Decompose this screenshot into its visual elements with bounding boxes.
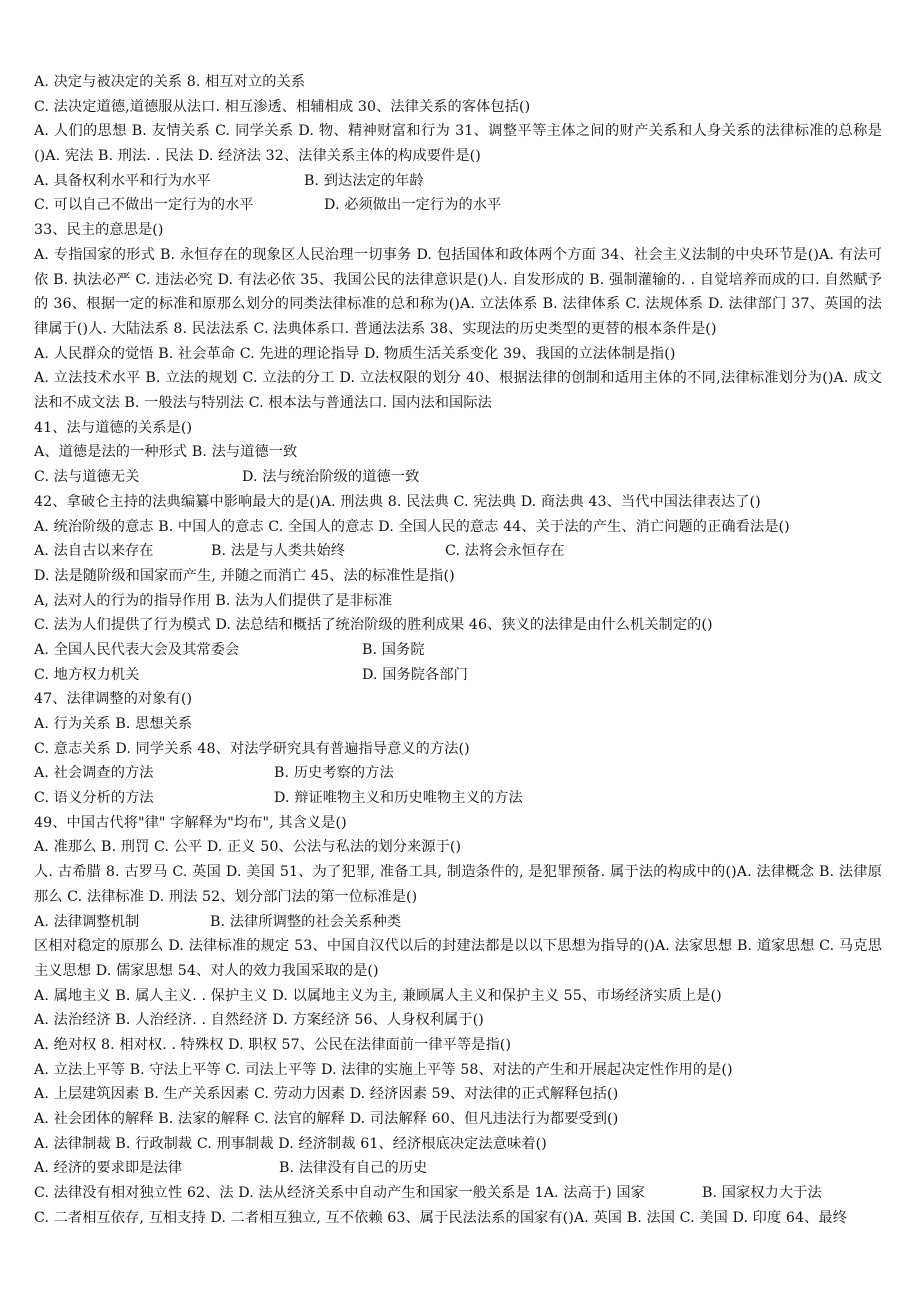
option-a: A. 全国人民代表大会及其常委会 (34, 641, 240, 658)
option-b: B. 法律所调整的社会关系种类 (210, 913, 402, 930)
text-line: 49、中国古代将"律" 字解释为"均布", 其含义是() (34, 814, 347, 831)
text-line: A. 法律制裁 B. 行政制裁 C. 刑事制裁 D. 经济制裁 61、经济根底决定法意味着() (34, 1135, 547, 1152)
option-b: B. 法是与人类共始终 (211, 543, 346, 560)
option-a: A. 法自古以来存在 (34, 543, 154, 560)
text-paragraph: 人. 古希腊 8. 古罗马 C. 英国 D. 美国 51、为了犯罪, 准备工具, 制造条件的, 是犯罪预备. 属于法的构成中的()A. 法律概念 B. 法律原那么 C. 法律标准 D. 刑法 52、划分部门法的第一位标准是() (34, 864, 882, 905)
text-line: A. 立法上平等 B. 守法上平等 C. 司法上平等 D. 法律的实施上平等 58、对法的产生和开展起决定性作用的是() (34, 1061, 733, 1078)
text-line: A. 社会团体的解释 B. 法家的解释 C. 法官的解释 D. 司法解释 60、但凡违法行为都要受到() (34, 1111, 619, 1128)
text-line (34, 910, 882, 935)
text-line: 41、法与道德的关系是() (34, 419, 193, 436)
text-paragraph: A. 立法技术水平 B. 立法的规划 C. 立法的分工 D. 立法权限的划分 40、根据法律的创制和适用主体的不同,法律标准划分为()A. 成文法和不成文法 B. 一般法与特别法 C. 根本法与普通法口. 国内法和国际法 (34, 370, 882, 412)
text-line: C. 法为人们提供了行为模式 D. 法总结和概括了统治阶级的胜利成果 46、狭义的法律是由什么机关制定的() (34, 617, 713, 634)
text-line: D. 法是随阶级和国家而产生, 并随之而消亡 45、法的标准性是指() (34, 567, 455, 584)
text-line: 47、法律调整的对象有() (34, 691, 193, 708)
text-line (34, 169, 882, 194)
text-line (34, 465, 882, 490)
text-line: 33、民主的意思是() (34, 222, 164, 239)
option-d: D. 法与统治阶级的道德一致 (242, 469, 420, 486)
option-b: B. 到达法定的年龄 (304, 172, 424, 189)
option-a: A. 社会调查的方法 (34, 765, 154, 782)
text-line (34, 1181, 882, 1206)
text-line (34, 539, 882, 564)
option-a: A. 法律调整机制 (34, 913, 140, 930)
text-line: A、道德是法的一种形式 B. 法与道德一致 (34, 444, 298, 461)
text-line: 42、拿破仑主持的法典编纂中影响最大的是()A. 刑法典 8. 民法典 C. 宪法典 D. 商法典 43、当代中国法律表达了() (34, 493, 761, 510)
text-paragraph: A. 专指国家的形式 B. 永恒存在的现象区人民治理一切事务 D. 包括国体和政体两个方面 34、社会主义法制的中央环节是()A. 有法可依 B. 执法必严 C. 违法必究 D. 有法必依 35、我国公民的法律意识是()人. 自发形成的 B. 强制灌输的. . 自觉培养而成的口. 自然赋予的 36、根据一定的标准和原那么划分的同类法律标准的总和称为()A. 立法体系 B. 法律体系 C. 法规体系 D. 法律部门 37、英国的法律属于()人. 大陆法系 8. 民法法系 C. 法典体系口. 普通法法系 38、实现法的历史类型的更替的根本条件是() (34, 246, 882, 337)
option-c: C. 法律没有相对独立性 62、法 D. 法从经济关系中自动产生和国家一般关系是 1A. 法高于) 国家 (34, 1185, 645, 1202)
text-line: A. 行为关系 B. 思想关系 (34, 716, 193, 732)
text-line (34, 1156, 882, 1181)
text-paragraph: 区相对稳定的原那么 D. 法律标准的规定 53、中国自汉代以后的封建法都是以以下思想为指导的()A. 法家思想 B. 道家思想 C. 马克思主义思想 D. 儒家思想 54、对人的效力我国采取的是() (34, 938, 882, 979)
option-a: A. 经济的要求即是法律 (34, 1160, 183, 1177)
text-line: C. 意志关系 D. 同学关系 48、对法学研究具有普遍指导意义的方法() (34, 740, 470, 757)
text-paragraph: A. 人们的思想 B. 友情关系 C. 同学关系 D. 物、精神财富和行为 31、调整平等主体之间的财产关系和人身关系的法律标准的总称是()A. 宪法 B. 刑法. . 民法 D. 经济法 32、法律关系主体的构成要件是() (34, 123, 882, 165)
text-line: A. 法治经济 B. 人治经济. . 自然经济 D. 方案经济 56、人身权利属于() (34, 1012, 484, 1029)
text-line (34, 663, 882, 688)
text-line: A. 绝对权 8. 相对权. . 特殊权 D. 职权 57、公民在法律面前一律平等是指() (34, 1037, 512, 1053)
text-line (34, 193, 882, 218)
option-b: B. 法律没有自己的历史 (279, 1160, 428, 1177)
option-c: C. 地方权力机关 (34, 666, 140, 683)
option-d: D. 必须做出一定行为的水平 (324, 197, 502, 214)
text-line: A. 决定与被决定的关系 8. 相互对立的关系 (34, 74, 306, 90)
text-line: A, 法对人的行为的指导作用 B. 法为人们提供了是非标准 (34, 592, 393, 609)
text-line (34, 638, 882, 663)
option-c: C. 可以自己不做出一定行为的水平 (34, 197, 254, 214)
text-line: A. 属地主义 B. 属人主义. . 保护主义 D. 以属地主义为主, 兼顾属人主义和保护主义 55、市场经济实质上是() (34, 987, 722, 1004)
text-line: C. 二者相互依存, 互相支持 D. 二者相互独立, 互不依赖 63、属于民法法系的国家有()A. 英国 B. 法国 C. 美国 D. 印度 64、最终 (34, 1209, 847, 1226)
text-line: A. 人民群众的觉悟 B. 社会革命 C. 先进的理论指导 D. 物质生活关系变化 39、我国的立法体制是指() (34, 345, 676, 362)
option-b: B. 国务院 (362, 641, 425, 658)
option-c: C. 语义分析的方法 (34, 790, 154, 807)
document-page (34, 70, 882, 1231)
text-line: A. 统治阶级的意志 B. 中国人的意志 C. 全国人的意志 D. 全国人民的意志 44、关于法的产生、消亡问题的正确看法是() (34, 518, 790, 535)
option-b: B. 历史考察的方法 (274, 765, 394, 782)
text-line: A. 上层建筑因素 B. 生产关系因素 C. 劳动力因素 D. 经济因素 59、对法律的正式解释包括() (34, 1086, 619, 1103)
option-b: B. 国家权力大于法 (702, 1185, 822, 1202)
option-a: A. 具备权利水平和行为水平 (34, 172, 211, 189)
option-d: D. 辩证唯物主义和历史唯物主义的方法 (274, 790, 523, 807)
text-line: C. 法决定道德,道德服从法口. 相互渗透、相辅相成 30、法律关系的客体包括() (34, 98, 531, 115)
option-d: D. 国务院各部门 (362, 666, 468, 683)
option-c: C. 法将会永恒存在 (445, 543, 565, 560)
text-line (34, 786, 882, 811)
text-line (34, 761, 882, 786)
text-line: A. 准那么 B. 刑罚 C. 公平 D. 正义 50、公法与私法的划分来源于() (34, 839, 462, 856)
option-c: C. 法与道德无关 (34, 469, 140, 486)
